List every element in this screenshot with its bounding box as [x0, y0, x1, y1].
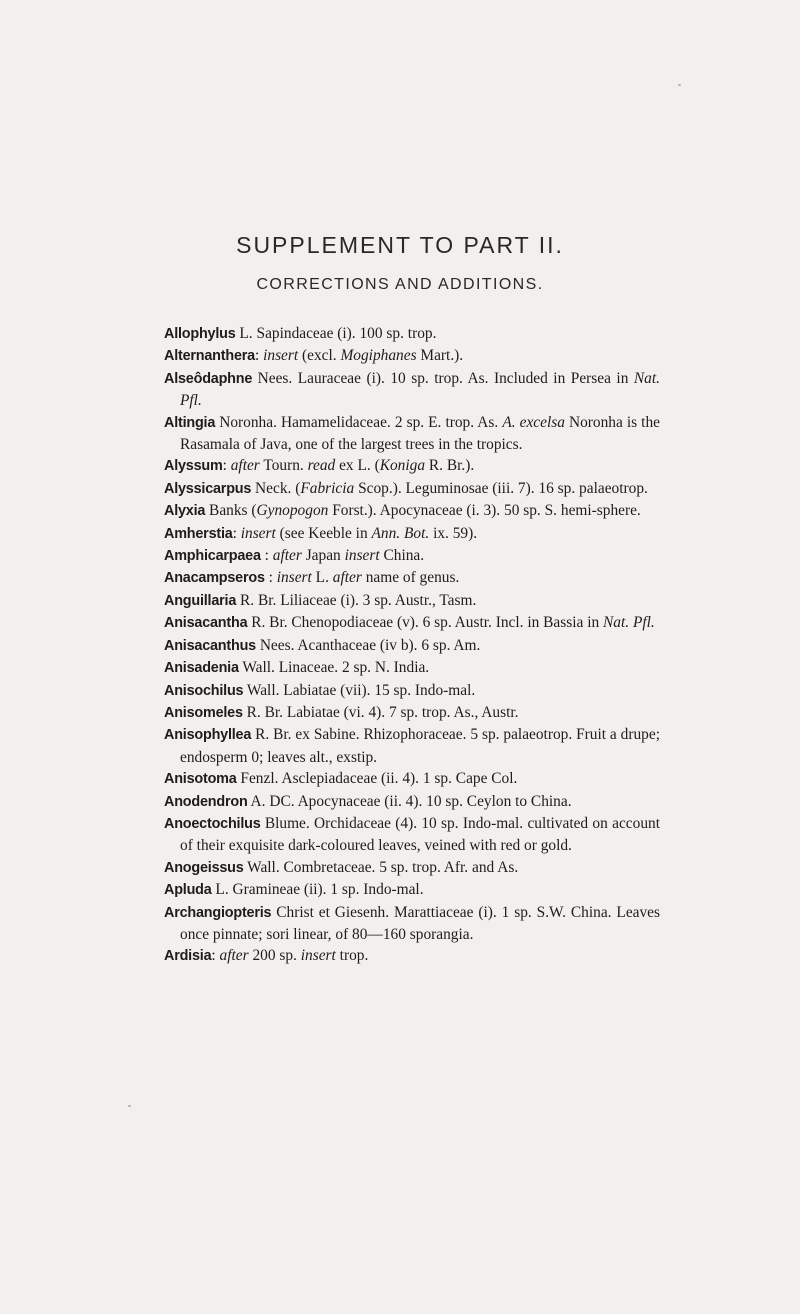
entry-text: Christ et Giesenh. Marattiaceae (i). 1 sp. S.W. China. Leaves once pinnate; sori linear, of 80—160 sporangia. [180, 903, 660, 943]
page-subtitle: CORRECTIONS AND ADDITIONS. [256, 276, 544, 293]
entry-text: : after 200 sp. insert trop. [211, 947, 369, 965]
entry-text: : after Japan insert China. [260, 547, 425, 565]
entry-headword: Apluda [164, 882, 212, 899]
entry-headword: Anisophyllea [164, 727, 252, 744]
entry-text: A. DC. Apocynaceae (ii. 4). 10 sp. Ceylon to China. [247, 792, 572, 810]
entry [164, 657, 660, 679]
entry-text: Nees. Acanthaceae (iv b). 6 sp. Am. [255, 636, 481, 654]
entry [164, 323, 660, 345]
entry-text: Noronha. Hamamelidaceae. 2 sp. E. trop. As. A. excelsa Noronha is the Rasamala of Java, one of the largest trees in the tropics. [180, 413, 660, 454]
entry-headword: Anacampseros [164, 570, 265, 587]
entry [164, 768, 660, 790]
entry-text: R. Br. Labiatae (vi. 4). 7 sp. trop. As., Austr. [242, 703, 519, 721]
entry [164, 523, 660, 545]
entry-text: Wall. Linaceae. 2 sp. N. India. [238, 659, 430, 677]
entry [164, 567, 660, 589]
entry-headword: Allophylus [164, 326, 236, 342]
entry-headword: Anisacantha [164, 615, 248, 632]
entry-text: R. Br. Liliaceae (i). 3 sp. Austr., Tasm. [236, 591, 477, 609]
entry-headword: Anoectochilus [164, 815, 261, 832]
entry [164, 635, 660, 657]
entry-text: R. Br. ex Sabine. Rhizophoraceae. 5 sp. palaeotrop. Fruit a drupe; endosperm 0; leaves alt., exstip. [180, 726, 660, 766]
entry [164, 412, 660, 456]
entry-headword: Anguillaria [164, 592, 237, 609]
entry [164, 368, 660, 412]
entry-text: L. Sapindaceae (i). 100 sp. trop. [235, 325, 437, 342]
entry-headword: Anisacanthus [164, 637, 256, 654]
paper-speck [128, 1105, 131, 1107]
entry [164, 680, 660, 702]
entry-text: Wall. Labiatae (vii). 15 sp. Indo-mal. [243, 681, 476, 699]
entry-text: L. Gramineae (ii). 1 sp. Indo-mal. [211, 881, 424, 899]
entry-text: : insert L. after name of genus. [264, 569, 460, 587]
entry-headword: Archangiopteris [164, 904, 272, 921]
entry [164, 478, 660, 500]
entry-headword: Amphicarpaea [164, 548, 261, 565]
entry [164, 791, 660, 813]
entry [164, 945, 660, 967]
entry-text: Blume. Orchidaceae (4). 10 sp. Indo-mal. cultivated on account of their exquisite dark-coloured leaves, veined with red or gold. [180, 814, 660, 855]
entry-headword: Alternanthera [164, 348, 255, 365]
entry-headword: Alseôdaphne [164, 370, 253, 387]
entry-text: : insert (excl. Mogiphanes Mart.). [254, 347, 464, 365]
entry-headword: Alyxia [164, 503, 206, 520]
entry-headword: Anogeissus [164, 859, 244, 876]
entry [164, 612, 660, 634]
entry-text: Banks (Gynopogon Forst.). Apocynaceae (i. 3). 50 sp. S. hemi-sphere. [205, 502, 641, 520]
entry-headword: Ardisia [164, 948, 212, 965]
entry-headword: Anisomeles [164, 704, 243, 721]
entry [164, 545, 660, 567]
entry [164, 879, 660, 901]
entry [164, 500, 660, 522]
entry-text: Nees. Lauraceae (i). 10 sp. trop. As. Included in Persea in Nat. Pfl. [180, 369, 660, 410]
entry-headword: Anisadenia [164, 660, 239, 677]
entry [164, 590, 660, 612]
entry-text: R. Br. Chenopodiaceae (v). 6 sp. Austr. Incl. in Bassia in Nat. Pfl. [247, 614, 655, 632]
entry [164, 724, 660, 768]
entry-headword: Alyssum [164, 458, 223, 475]
entry [164, 345, 660, 367]
entry-text: Neck. (Fabricia Scop.). Leguminosae (iii. 7). 16 sp. palaeotrop. [251, 479, 648, 497]
entry [164, 902, 660, 946]
entry [164, 813, 660, 857]
entry-text: Wall. Combretaceae. 5 sp. trop. Afr. and As. [243, 858, 519, 876]
entry-text: Fenzl. Asclepiadaceae (ii. 4). 1 sp. Cape Col. [236, 770, 518, 788]
entry-headword: Anisotoma [164, 771, 237, 788]
entry-headword: Altingia [164, 414, 216, 431]
entry [164, 702, 660, 724]
entry-headword: Anisochilus [164, 682, 244, 699]
paper-speck [678, 84, 681, 86]
entry-list [164, 323, 660, 968]
entry-text: : insert (see Keeble in Ann. Bot. ix. 59). [232, 524, 478, 542]
entry-headword: Amherstia [164, 525, 233, 542]
page-title: SUPPLEMENT TO PART II. [236, 232, 564, 258]
entry-headword: Anodendron [164, 793, 248, 810]
entry [164, 455, 660, 477]
entry-text: : after Tourn. read ex L. (Koniga R. Br.). [222, 457, 475, 475]
entry [164, 857, 660, 879]
entry-headword: Alyssicarpus [164, 480, 252, 497]
